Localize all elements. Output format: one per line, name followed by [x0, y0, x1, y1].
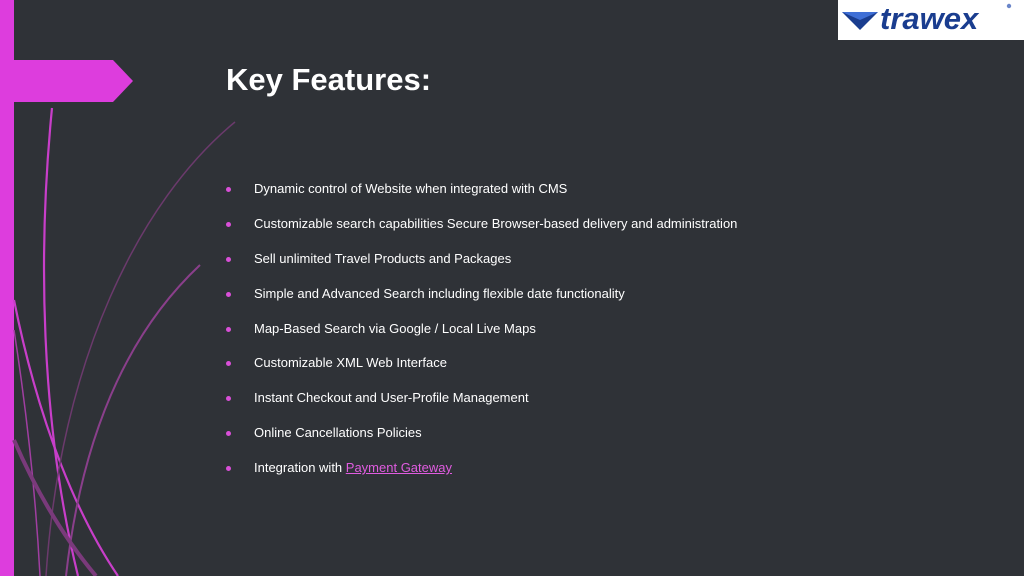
bullet-icon: [226, 257, 231, 262]
logo-text: trawex: [880, 1, 979, 36]
logo-dot-icon: [838, 0, 1024, 40]
feature-text: Customizable XML Web Interface: [254, 355, 447, 371]
feature-text: Dynamic control of Website when integrated with CMS: [254, 181, 568, 196]
trawex-logo: [838, 0, 1024, 40]
feature-text: Online Cancellations Policies: [254, 425, 422, 441]
bullet-icon: [226, 187, 231, 192]
feature-text: Sell unlimited Travel Products and Packages: [254, 250, 512, 266]
decor-curve: [46, 122, 235, 576]
bullet-icon: [226, 327, 231, 332]
bullet-icon: [226, 292, 231, 297]
feature-text: Customizable search capabilities Secure Browser-based delivery and administration: [254, 215, 738, 231]
feature-text: Instant Checkout and User-Profile Management: [254, 390, 529, 406]
payment-gateway-link[interactable]: Payment Gateway: [345, 460, 452, 476]
page-title: Key Features:: [226, 62, 432, 97]
feature-text: [254, 451, 452, 485]
decor-curve: [14, 440, 96, 576]
feature-text: Map-Based Search via Google / Local Live Maps: [254, 320, 536, 336]
title-arrow-banner: [0, 60, 133, 102]
feature-text: Simple and Advanced Search including flexible date functionality: [254, 285, 625, 301]
bullet-icon: [226, 222, 231, 227]
decor-curve: [66, 265, 200, 576]
feature-prefix: Integration with: [254, 460, 346, 476]
